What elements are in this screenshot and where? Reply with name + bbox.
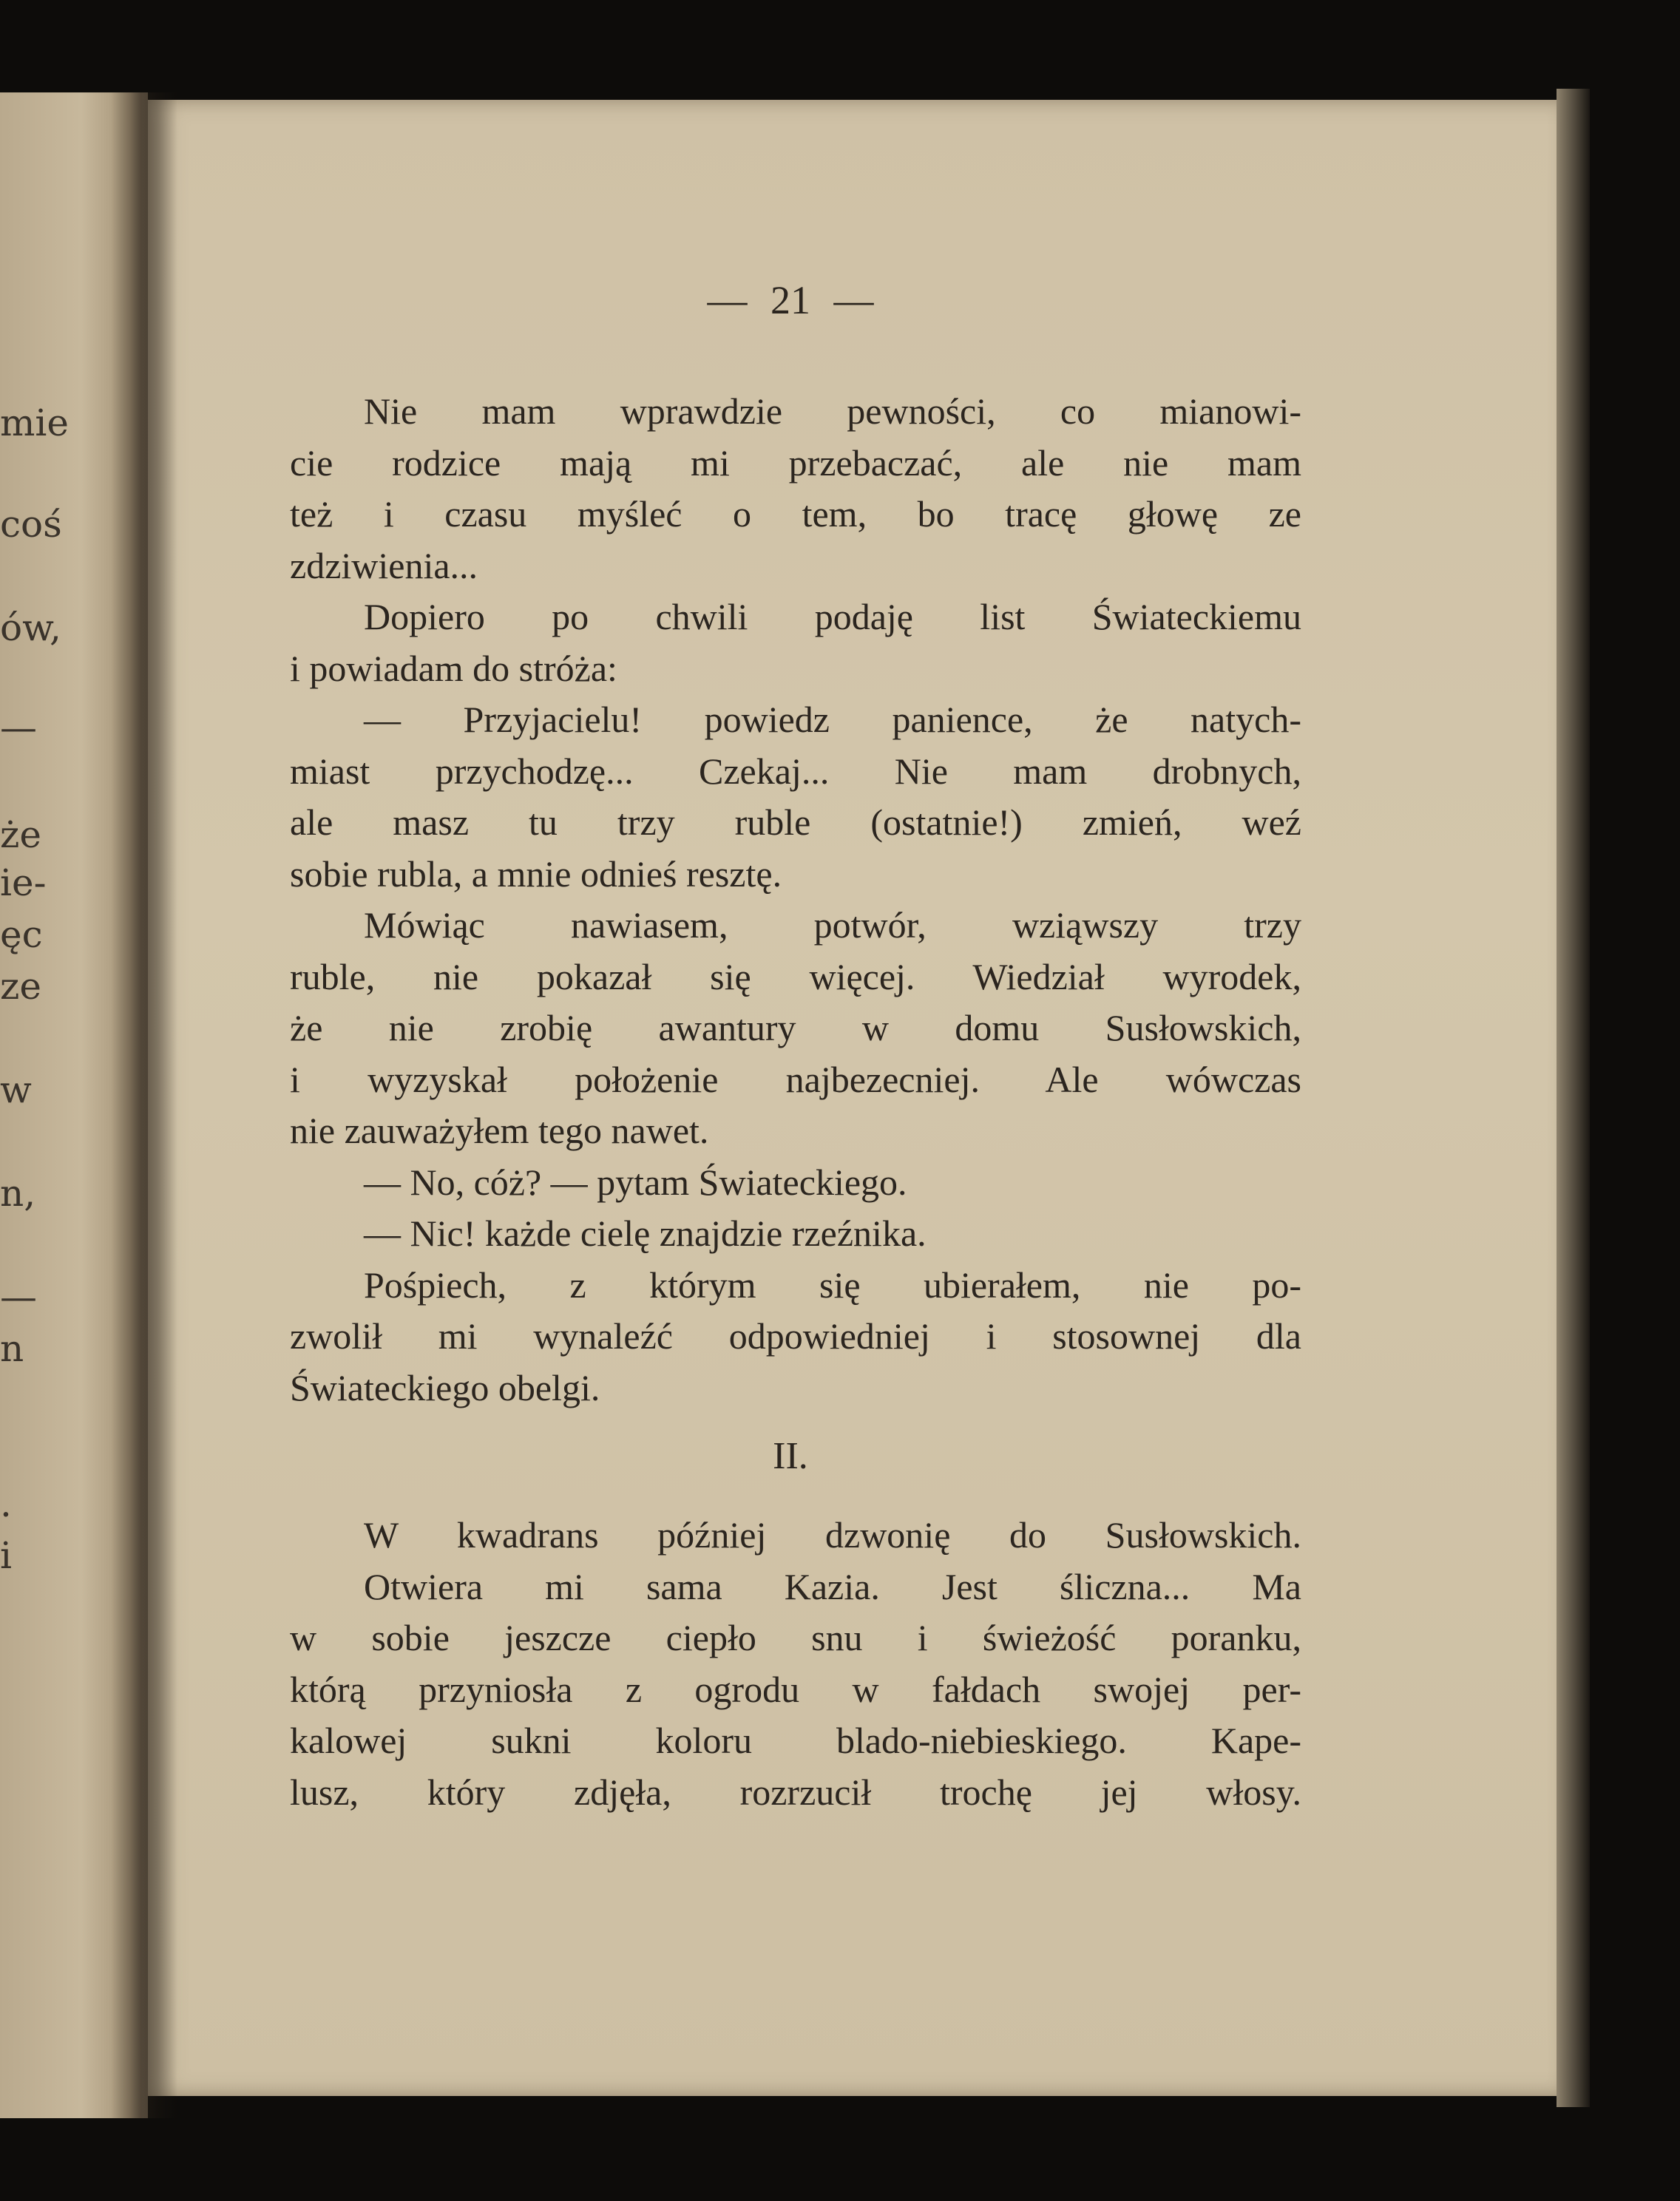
page-number: — 21 — — [707, 278, 874, 322]
text-line: — Nic! każde cielę znajdzie rzeźnika. — [364, 1213, 927, 1254]
text-line: Mówiąc nawiasem, potwór, wziąwszy trzy — [364, 904, 1301, 946]
text-line: ruble, nie pokazał się więcej. Wiedział wyrodek, — [290, 955, 1301, 997]
left-fragment: i — [0, 1534, 12, 1577]
text-line: ale masz tu trzy ruble (ostatnie!) zmień, weź — [290, 801, 1301, 843]
left-fragment: ie- — [0, 861, 47, 904]
left-fragment: — — [0, 706, 37, 749]
text-line: zwolił mi wynaleźć odpowiedniej i stosownej dla — [290, 1315, 1301, 1357]
left-fragment: że — [0, 813, 41, 856]
text-line: Dopiero po chwili podaję list Świateckiemu — [364, 596, 1301, 637]
text-line: sobie rubla, a mnie odnieś resztę. — [290, 852, 782, 895]
left-fragment: mie — [0, 401, 69, 444]
text-line: że nie zrobię awantury w domu Susłowskich, — [290, 1007, 1301, 1048]
text-line: w sobie jeszcze ciepło snu i świeżość poranku, — [290, 1617, 1301, 1658]
text-line: Nie mam wprawdzie pewności, co mianowi- — [364, 390, 1301, 432]
text-line: Pośpiech, z którym się ubierałem, nie po- — [364, 1264, 1301, 1306]
text-block-main — [290, 386, 1301, 1414]
text-line: miast przychodzę... Czekaj... Nie mam drobnych, — [290, 750, 1301, 792]
text-line: kalowej sukni koloru blado-niebieskiego. Kape- — [290, 1720, 1301, 1761]
text-line: Otwiera mi sama Kazia. Jest śliczna... Ma — [364, 1565, 1301, 1607]
text-line: i powiadam do stróża: — [290, 647, 617, 689]
text-line: którą przyniosła z ogrodu w fałdach swojej per- — [290, 1668, 1301, 1710]
left-fragment: n — [0, 1327, 24, 1370]
left-fragment: . — [0, 1482, 12, 1525]
text-line: nie zauważyłem tego nawet. — [290, 1110, 709, 1151]
text-line: Świateckiego obelgi. — [290, 1366, 600, 1408]
text-line: lusz, który zdjęła, rozrzucił trochę jej włosy. — [290, 1771, 1301, 1813]
left-fragment: w — [0, 1068, 32, 1111]
section-heading: II. — [773, 1435, 808, 1477]
text-line: — No, cóż? — pytam Świateckiego. — [364, 1161, 907, 1203]
left-fragment: n, — [0, 1172, 36, 1215]
left-fragment: ze — [0, 965, 41, 1008]
binding-shadow — [111, 92, 177, 2118]
text-block-section — [290, 1510, 1301, 1818]
text-line: też i czasu myśleć o tem, bo tracę głowę ze — [290, 493, 1301, 535]
text-line: — Przyjacielu! powiedz panience, że natych- — [364, 699, 1301, 740]
page-right-edge — [1557, 89, 1590, 2107]
left-fragment: ęc — [0, 913, 43, 956]
left-fragment: ów, — [0, 606, 61, 649]
left-fragment: — — [0, 1275, 37, 1318]
left-fragment: coś — [0, 503, 62, 546]
text-line: i wyzyskał położenie najbezecniej. Ale wówczas — [290, 1058, 1301, 1100]
text-line: W kwadrans później dzwonię do Susłowskich. — [364, 1514, 1301, 1556]
text-line: cie rodzice mają mi przebaczać, ale nie mam — [290, 441, 1301, 484]
text-line: zdziwienia... — [290, 544, 478, 586]
